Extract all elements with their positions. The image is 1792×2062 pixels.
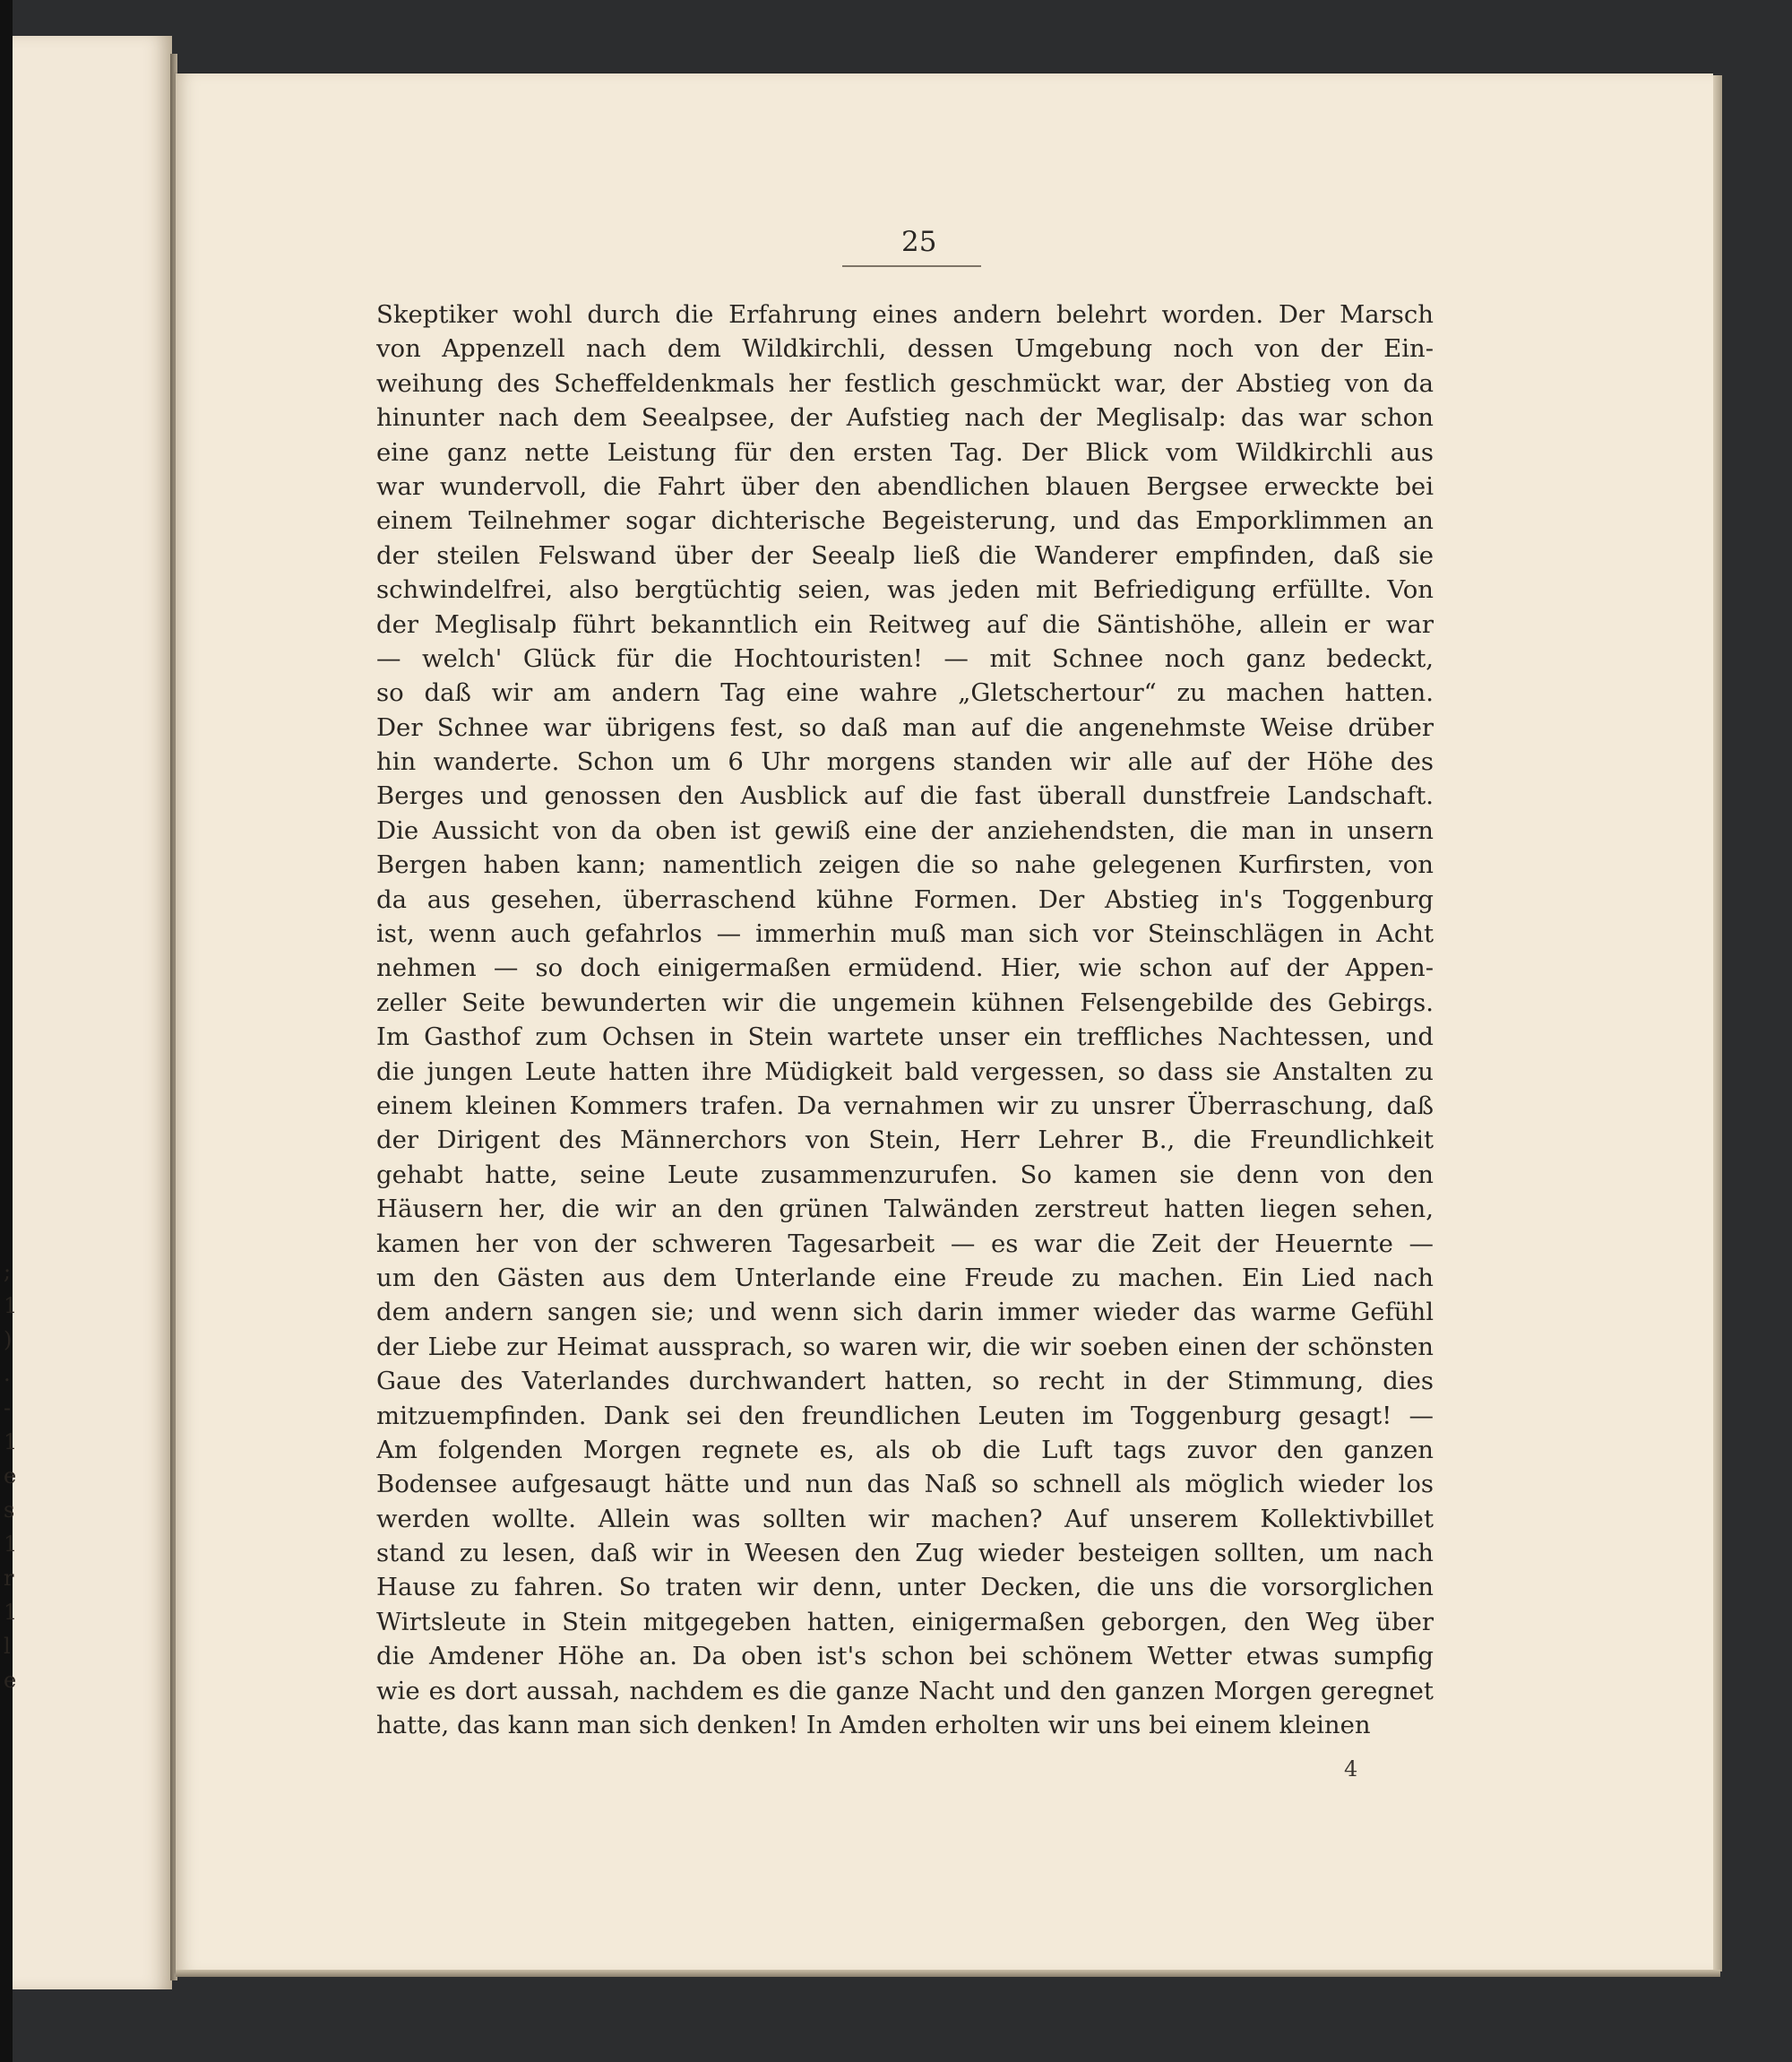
left-page-text-fragments: [4, 1255, 16, 1697]
text-line: Am folgenden Morgen regnete es, als ob die Luft tags zuvor den ganzen: [376, 1435, 1434, 1464]
text-line: der Dirigent des Männerchors von Stein, Herr Lehrer B., die Freundlichkeit: [376, 1126, 1434, 1155]
text-line: ist, wenn auch gefahrlos — immerhin muß man sich vor Steinschlägen in Acht: [376, 919, 1434, 949]
text-line: der Liebe zur Heimat aussprach, so waren wir, die wir soeben einen der schönsten: [376, 1332, 1434, 1361]
text-line: Hause zu fahren. So traten wir denn, unter Decken, die uns die vorsorglichen: [376, 1573, 1434, 1602]
text-line: hinunter nach dem Seealpsee, der Aufstieg nach der Meglisalp: das war schon: [376, 403, 1434, 433]
text-line: wie es dort aussah, nachdem es die ganze Nacht und den ganzen Morgen geregnet: [376, 1676, 1434, 1705]
text-line: war wundervoll, die Fahrt über den abendlichen blauen Bergsee erweckte bei: [376, 471, 1434, 501]
text-line: Die Aussicht von da oben ist gewiß eine der anziehendsten, die man in unsern: [376, 815, 1434, 845]
text-line: stand zu lesen, daß wir in Weesen den Zug wieder besteigen sollten, um nach: [376, 1539, 1434, 1568]
left-page: [13, 36, 172, 1989]
left-page-char: -: [4, 1395, 12, 1420]
text-line: — welch' Glück für die Hochtouristen! — mit Schnee noch ganz bedeckt,: [376, 643, 1434, 673]
text-line: werden wollte. Allein was sollten wir machen? Auf unserem Kollektivbillet: [376, 1504, 1434, 1533]
text-line: Bodensee aufgesaugt hätte und nun das Naß so schnell als möglich wieder los: [376, 1470, 1434, 1499]
text-line: Im Gasthof zum Ochsen in Stein wartete unser ein treffliches Nachtessen, und: [376, 1022, 1434, 1052]
text-line: eine ganz nette Leistung für den ersten Tag. Der Blick vom Wildkirchli aus: [376, 437, 1434, 467]
text-line: weihung des Scheffeldenkmals her festlich geschmückt war, der Abstieg von da: [376, 368, 1434, 398]
text-line: Gaue des Vaterlandes durchwandert hatten, so recht in der Stimmung, dies: [376, 1367, 1434, 1396]
text-line: der Meglisalp führt bekanntlich ein Reitweg auf die Säntishöhe, allein er war: [376, 609, 1434, 639]
page-number: 25: [901, 226, 937, 258]
text-line: dem andern sangen sie; und wenn sich darin immer wieder das warme Gefühl: [376, 1298, 1434, 1327]
text-line: Der Schnee war übrigens fest, so daß man auf die angenehmste Weise drüber: [376, 712, 1434, 742]
left-page-char: ;: [4, 1259, 12, 1284]
left-page-char: e: [4, 1463, 17, 1488]
text-line: die jungen Leute hatten ihre Müdigkeit bald vergessen, so dass sie Anstalten zu: [376, 1057, 1434, 1086]
header-rule: [842, 265, 981, 267]
page-edge: [1713, 75, 1722, 1971]
left-page-char: .: [4, 1361, 11, 1386]
book-spine-shadow: [0, 0, 13, 2062]
left-page-char: ): [4, 1327, 13, 1352]
text-line: gehabt hatte, seine Leute zusammenzurufen. So kamen sie denn von den: [376, 1160, 1434, 1189]
text-line: Bergen haben kann; namentlich zeigen die so nahe gelegenen Kurfirsten, von: [376, 850, 1434, 880]
text-line: einem kleinen Kommers trafen. Da vernahmen wir zu unsrer Überraschung, daß: [376, 1091, 1434, 1120]
text-line: kamen her von der schweren Tagesarbeit — es war die Zeit der Heuernte —: [376, 1229, 1434, 1258]
text-line: der steilen Felswand über der Seealp ließ die Wanderer empfinden, daß sie: [376, 540, 1434, 570]
left-page-char: 1: [4, 1293, 18, 1318]
text-line: Häusern her, die wir an den grünen Talwänden zerstreut hatten liegen sehen,: [376, 1195, 1434, 1224]
text-line: nehmen — so doch einigermaßen ermüdend. Hier, wie schon auf der Appen-: [376, 953, 1434, 983]
text-line: von Appenzell nach dem Wildkirchli, dessen Umgebung noch von der Ein-: [376, 334, 1434, 364]
text-line: da aus gesehen, überraschend kühne Formen. Der Abstieg in's Toggenburg: [376, 884, 1434, 914]
left-page-char: r: [4, 1566, 14, 1591]
left-page-char: s: [4, 1497, 15, 1523]
text-line: so daß wir am andern Tag eine wahre „Gletschertour“ zu machen hatten.: [376, 678, 1434, 708]
left-page-char: 1: [4, 1531, 18, 1557]
text-line: die Amdener Höhe an. Da oben ist's schon bei schönem Wetter etwas sumpfig: [376, 1642, 1434, 1671]
left-page-char: 1: [4, 1600, 18, 1625]
text-line: Berges und genossen den Ausblick auf die fast überall dunstfreie Landschaft.: [376, 781, 1434, 811]
text-line: hatte, das kann man sich denken! In Amden erholten wir uns bei einem kleinen: [376, 1711, 1371, 1740]
left-page-char: 1: [4, 1429, 18, 1454]
text-line: Skeptiker wohl durch die Erfahrung eines andern belehrt worden. Der Marsch: [376, 300, 1434, 329]
text-line: Wirtsleute in Stein mitgegeben hatten, einigermaßen geborgen, den Weg über: [376, 1607, 1434, 1636]
text-line: hin wanderte. Schon um 6 Uhr morgens standen wir alle auf der Höhe des: [376, 747, 1434, 777]
text-line: zeller Seite bewunderten wir die ungemein kühnen Felsengebilde des Gebirgs.: [376, 988, 1434, 1017]
text-line: einem Teilnehmer sogar dichterische Begeisterung, und das Emporklimmen an: [376, 506, 1434, 536]
text-line: um den Gästen aus dem Unterlande eine Freude zu machen. Ein Lied nach: [376, 1263, 1434, 1292]
left-page-char: l: [4, 1634, 11, 1659]
text-line: mitzuempfinden. Dank sei den freundlichen Leuten im Toggenburg gesagt! —: [376, 1401, 1434, 1430]
text-line: schwindelfrei, also bergtüchtig seien, was jeden mit Befriedigung erfüllte. Von: [376, 575, 1434, 605]
page-bottom-edge: [176, 1970, 1720, 1977]
body-text: [376, 298, 1434, 1742]
signature-mark: 4: [1344, 1756, 1358, 1782]
left-page-char: e: [4, 1668, 17, 1693]
